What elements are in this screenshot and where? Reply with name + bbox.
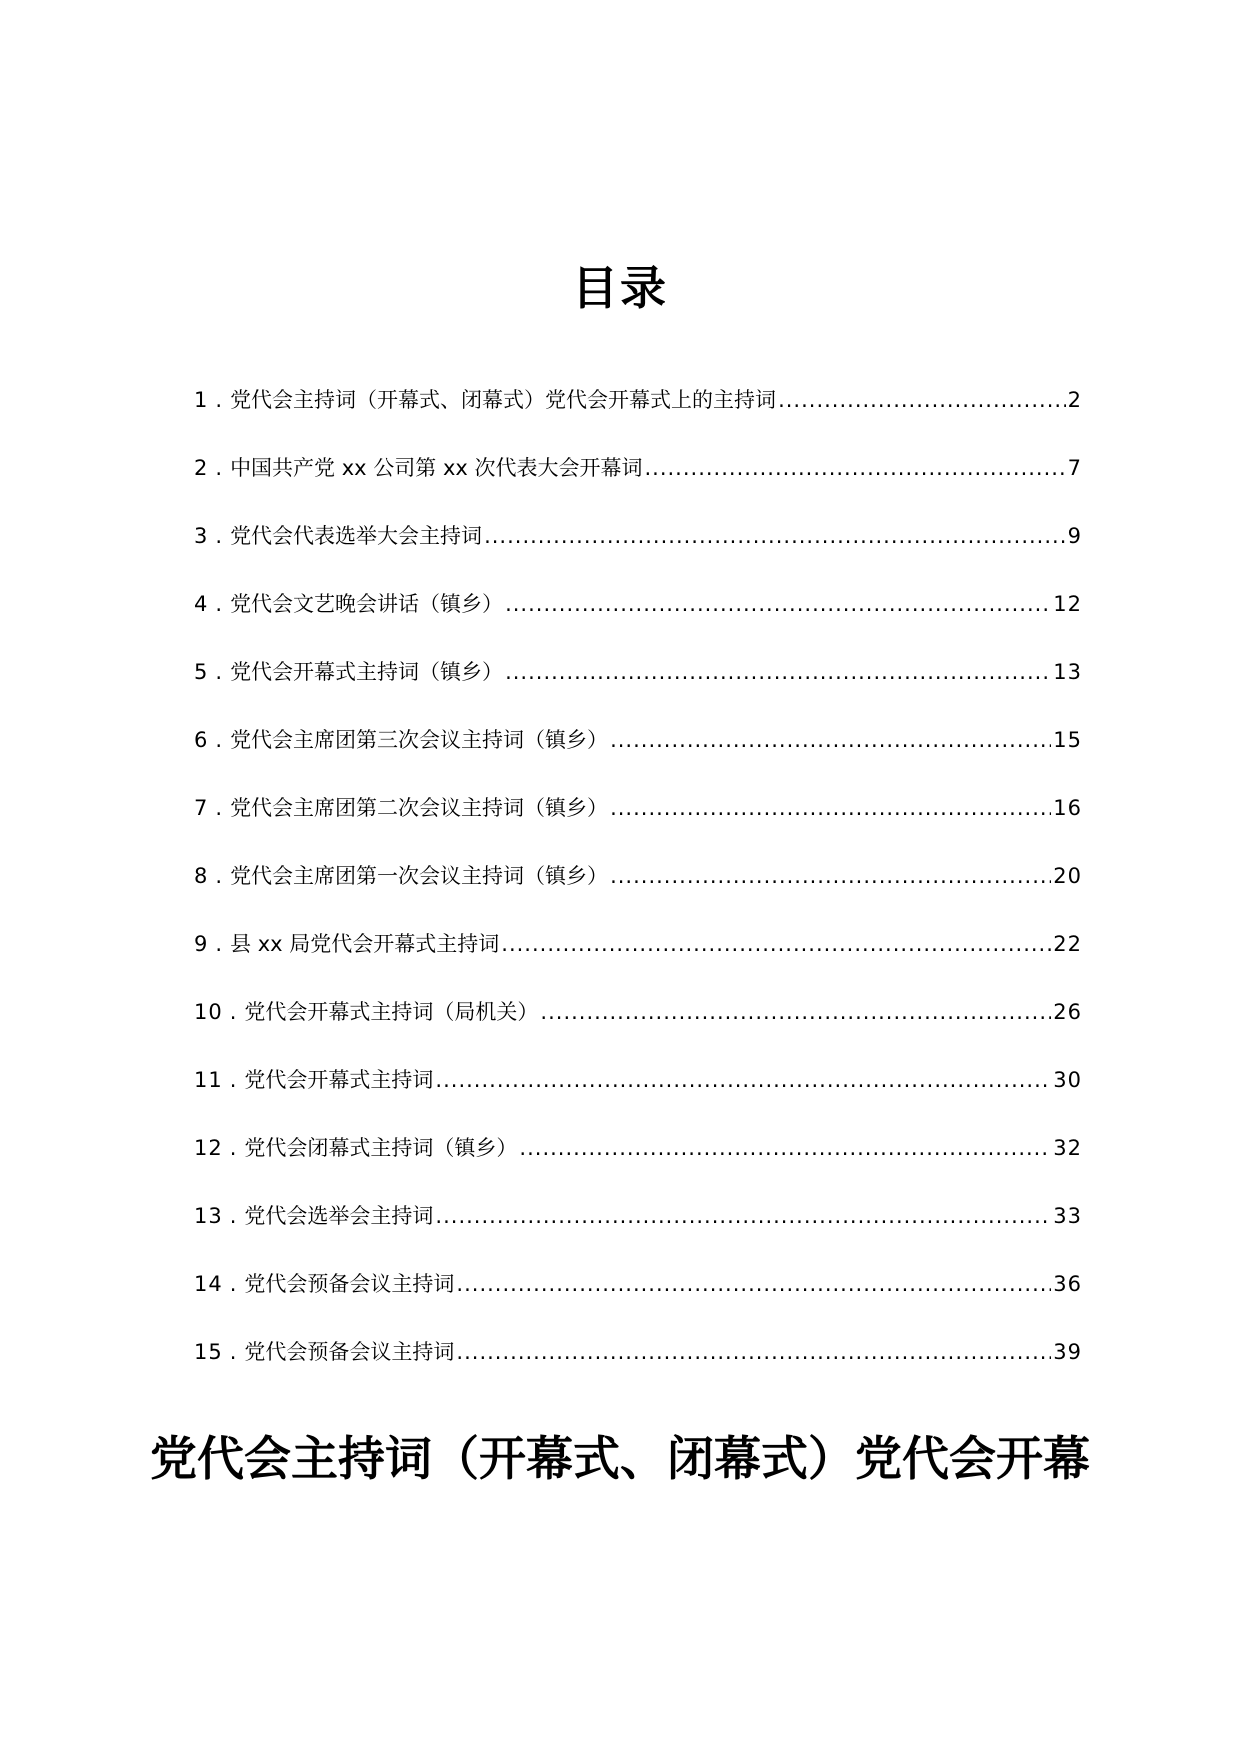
toc-entry-title[interactable]: 党代会代表选举大会主持词 bbox=[230, 524, 483, 548]
toc-entry[interactable] bbox=[194, 381, 1082, 449]
toc-dot-leader bbox=[610, 721, 1051, 759]
toc-entry[interactable] bbox=[194, 517, 1082, 585]
toc-dot-leader bbox=[505, 653, 1051, 691]
toc-entry-page-number: 32 bbox=[1053, 1136, 1082, 1160]
toc-entry-page-number: 2 bbox=[1067, 388, 1082, 412]
toc-title: 目录 bbox=[572, 261, 668, 315]
toc-entry-page-number: 13 bbox=[1053, 660, 1082, 684]
toc-entry-number: 15 bbox=[194, 1340, 223, 1364]
toc-entry-number: 9 bbox=[194, 932, 209, 956]
toc-entry-page-number: 20 bbox=[1053, 864, 1082, 888]
toc-entry-separator: . bbox=[215, 864, 223, 888]
toc-entry-title[interactable]: 党代会选举会主持词 bbox=[244, 1204, 434, 1228]
toc-entry[interactable] bbox=[194, 857, 1082, 925]
toc-dot-leader bbox=[484, 517, 1066, 555]
toc-entry-separator: . bbox=[215, 796, 223, 820]
toc-entry-separator: . bbox=[215, 660, 223, 684]
toc-entry-separator: . bbox=[215, 524, 223, 548]
toc-entry-page-number: 22 bbox=[1053, 932, 1082, 956]
toc-entry-number: 12 bbox=[194, 1136, 223, 1160]
toc-dot-leader bbox=[435, 1061, 1051, 1099]
toc-entry[interactable] bbox=[194, 653, 1082, 721]
toc-entry-title[interactable]: 党代会主席团第一次会议主持词（镇乡） bbox=[230, 864, 609, 888]
toc-entry[interactable] bbox=[194, 721, 1082, 789]
toc-entry-title[interactable]: 党代会预备会议主持词 bbox=[244, 1340, 455, 1364]
toc-entry[interactable] bbox=[194, 1333, 1082, 1401]
toc-entry-separator: . bbox=[215, 932, 223, 956]
toc-entry-title[interactable]: 党代会主席团第三次会议主持词（镇乡） bbox=[230, 728, 609, 752]
toc-entry-separator: . bbox=[229, 1340, 237, 1364]
toc-entry-page-number: 30 bbox=[1053, 1068, 1082, 1092]
toc-entry-page-number: 16 bbox=[1053, 796, 1082, 820]
toc-entry-title[interactable]: 县 xx 局党代会开幕式主持词 bbox=[230, 932, 500, 956]
toc-entry-number: 10 bbox=[194, 1000, 223, 1024]
section-heading: 党代会主持词（开幕式、闭幕式）党代会开幕 bbox=[150, 1432, 1090, 1487]
toc-dot-leader bbox=[435, 1197, 1051, 1235]
toc-entry-separator: . bbox=[215, 456, 223, 480]
toc-dot-leader bbox=[540, 993, 1051, 1031]
toc-entry-separator: . bbox=[215, 388, 223, 412]
toc-entry-number: 1 bbox=[194, 388, 209, 412]
toc-entry-separator: . bbox=[215, 592, 223, 616]
toc-entry-separator: . bbox=[229, 1068, 237, 1092]
toc-entry-page-number: 33 bbox=[1053, 1204, 1082, 1228]
toc-entry-page-number: 12 bbox=[1053, 592, 1082, 616]
toc-entry-number: 3 bbox=[194, 524, 209, 548]
toc-entry-page-number: 15 bbox=[1053, 728, 1082, 752]
toc-entry[interactable] bbox=[194, 449, 1082, 517]
toc-entry-number: 14 bbox=[194, 1272, 223, 1296]
toc-entry-separator: . bbox=[229, 1000, 237, 1024]
toc-entry-page-number: 26 bbox=[1053, 1000, 1082, 1024]
toc-entry[interactable] bbox=[194, 1129, 1082, 1197]
toc-dot-leader bbox=[505, 585, 1051, 623]
toc-dot-leader bbox=[456, 1265, 1051, 1303]
toc-entry-page-number: 39 bbox=[1053, 1340, 1082, 1364]
toc-entry-number: 13 bbox=[194, 1204, 223, 1228]
toc-entry-separator: . bbox=[229, 1204, 237, 1228]
toc-entry-title[interactable]: 党代会开幕式主持词 bbox=[244, 1068, 434, 1092]
toc-entry-number: 6 bbox=[194, 728, 209, 752]
toc-entry-number: 7 bbox=[194, 796, 209, 820]
toc-entry-title[interactable]: 中国共产党 xx 公司第 xx 次代表大会开幕词 bbox=[230, 456, 643, 480]
toc-dot-leader bbox=[456, 1333, 1051, 1371]
toc-entry-page-number: 7 bbox=[1067, 456, 1082, 480]
toc-entry-title[interactable]: 党代会预备会议主持词 bbox=[244, 1272, 455, 1296]
toc-entry[interactable] bbox=[194, 1265, 1082, 1333]
toc-dot-leader bbox=[610, 857, 1051, 895]
toc-entry-number: 2 bbox=[194, 456, 209, 480]
toc-entry-title[interactable]: 党代会开幕式主持词（镇乡） bbox=[230, 660, 504, 684]
toc-entry-number: 5 bbox=[194, 660, 209, 684]
toc-dot-leader bbox=[519, 1129, 1051, 1167]
toc-list bbox=[194, 381, 1082, 1401]
toc-entry-title[interactable]: 党代会主席团第二次会议主持词（镇乡） bbox=[230, 796, 609, 820]
toc-entry[interactable] bbox=[194, 1061, 1082, 1129]
toc-dot-leader bbox=[501, 925, 1051, 963]
toc-entry-page-number: 9 bbox=[1067, 524, 1082, 548]
toc-dot-leader bbox=[644, 449, 1065, 487]
toc-entry[interactable] bbox=[194, 993, 1082, 1061]
toc-entry-page-number: 36 bbox=[1053, 1272, 1082, 1296]
toc-entry-separator: . bbox=[229, 1272, 237, 1296]
toc-entry[interactable] bbox=[194, 925, 1082, 993]
toc-dot-leader bbox=[778, 381, 1066, 419]
toc-entry-title[interactable]: 党代会开幕式主持词（局机关） bbox=[244, 1000, 539, 1024]
toc-entry-separator: . bbox=[215, 728, 223, 752]
toc-dot-leader bbox=[610, 789, 1051, 827]
toc-entry[interactable] bbox=[194, 1197, 1082, 1265]
toc-entry[interactable] bbox=[194, 789, 1082, 857]
toc-entry-title[interactable]: 党代会文艺晚会讲话（镇乡） bbox=[230, 592, 504, 616]
toc-entry-number: 11 bbox=[194, 1068, 223, 1092]
toc-entry[interactable] bbox=[194, 585, 1082, 653]
toc-entry-title[interactable]: 党代会主持词（开幕式、闭幕式）党代会开幕式上的主持词 bbox=[230, 388, 777, 412]
toc-entry-separator: . bbox=[229, 1136, 237, 1160]
toc-entry-number: 8 bbox=[194, 864, 209, 888]
toc-entry-title[interactable]: 党代会闭幕式主持词（镇乡） bbox=[244, 1136, 518, 1160]
toc-entry-number: 4 bbox=[194, 592, 209, 616]
